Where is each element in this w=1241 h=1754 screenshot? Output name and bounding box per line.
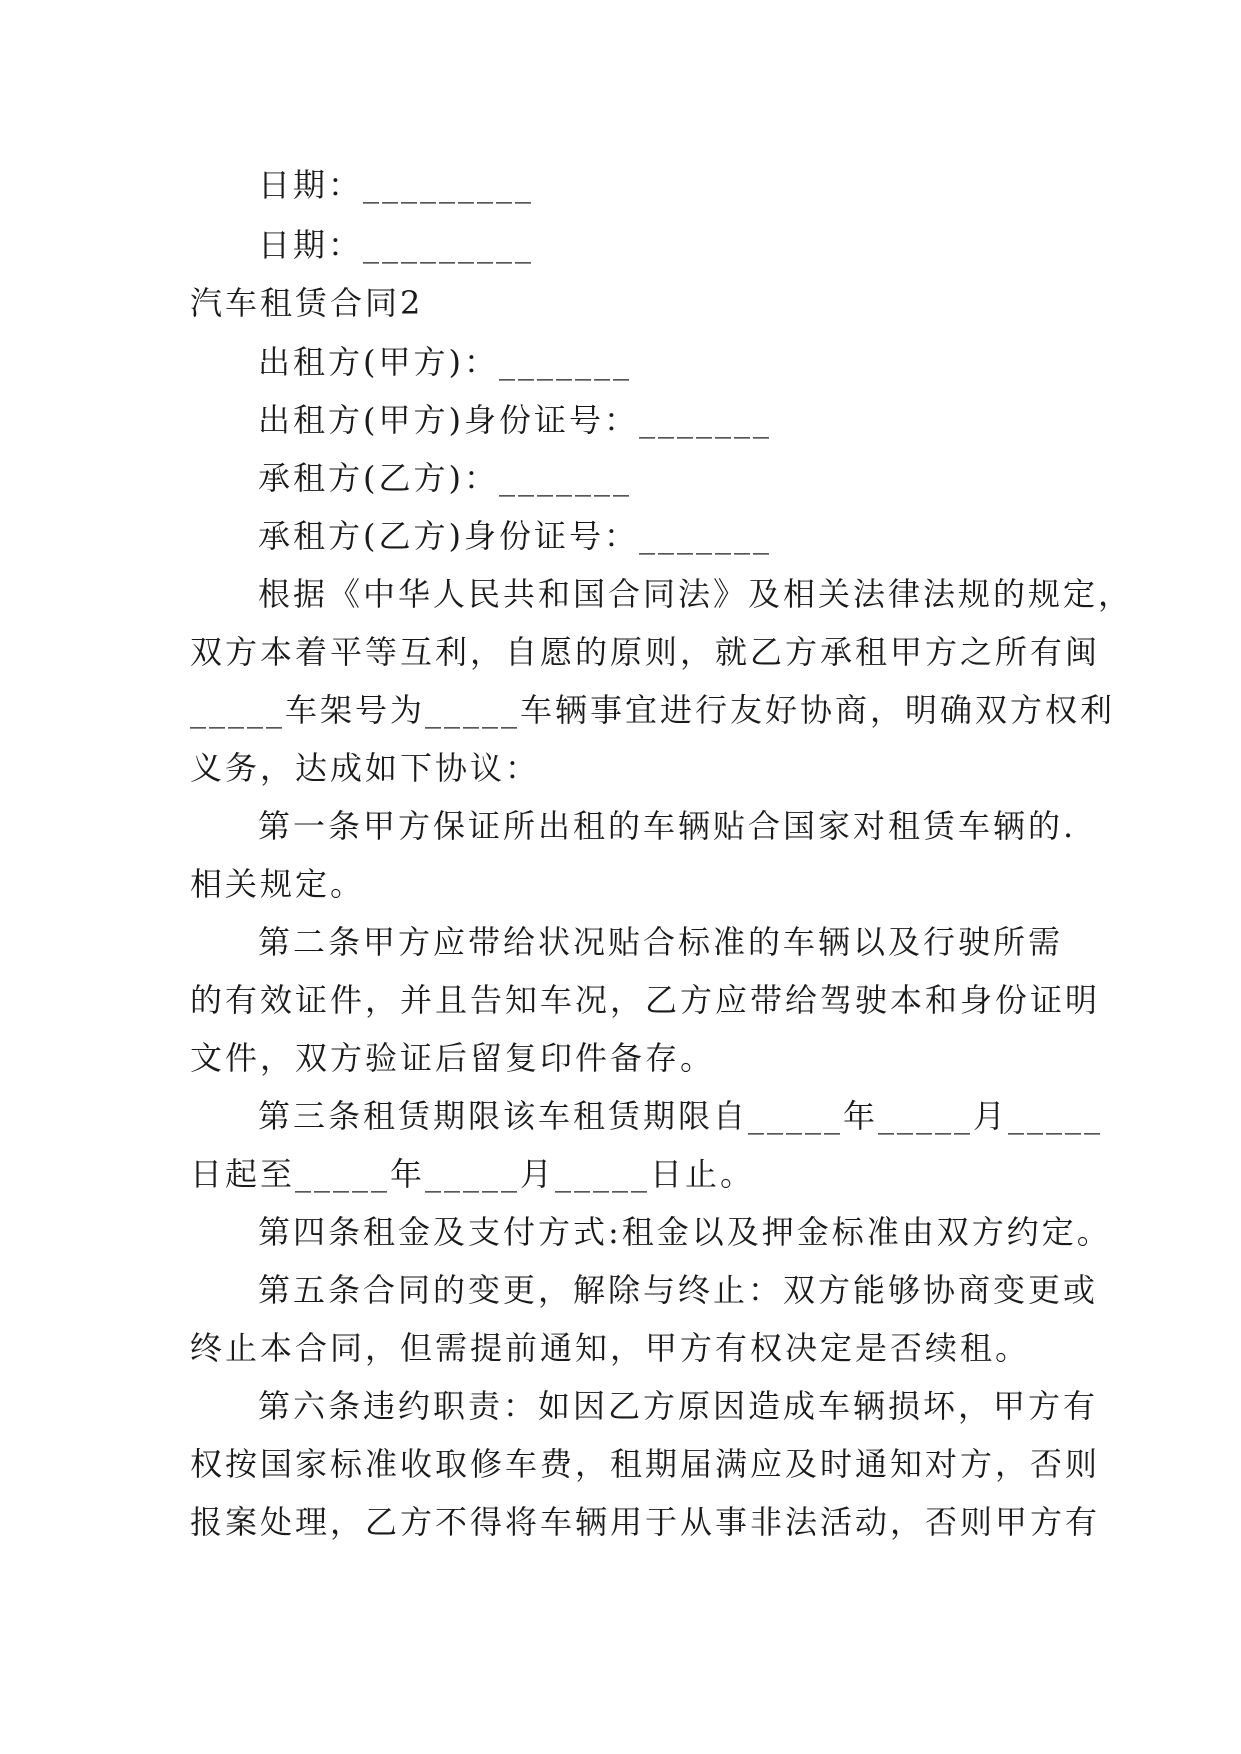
contract-title: 汽车租赁合同2 bbox=[190, 284, 424, 322]
article-3-line-2: 日起至_____年_____月_____日止。 bbox=[190, 1155, 756, 1193]
article-5-line-1: 第五条合同的变更，解除与终止：双方能够协商变更或 bbox=[258, 1271, 1099, 1309]
article-4-line-1: 第四条租金及支付方式:租金以及押金标准由双方约定。 bbox=[258, 1213, 1112, 1251]
preamble-line-2: 双方本着平等互利，自愿的原则，就乙方承租甲方之所有闽 bbox=[190, 633, 1101, 671]
article-1-line-1: 第一条甲方保证所出租的车辆贴合国家对租赁车辆的. bbox=[258, 807, 1077, 845]
lessor-id-line: 出租方(甲方)身份证号：_______ bbox=[258, 401, 772, 439]
date-line-1: 日期：_________ bbox=[258, 166, 535, 204]
article-2-line-1: 第二条甲方应带给状况贴合标准的车辆以及行驶所需 bbox=[258, 923, 1064, 961]
article-6-line-1: 第六条违约职责：如因乙方原因造成车辆损坏，甲方有 bbox=[258, 1387, 1099, 1425]
article-5-line-2: 终止本合同，但需提前通知，甲方有权决定是否续租。 bbox=[190, 1329, 1031, 1367]
article-6-line-3: 报案处理，乙方不得将车辆用于从事非法活动，否则甲方有 bbox=[190, 1503, 1101, 1541]
article-2-line-2: 的有效证件，并且告知车况，乙方应带给驾驶本和身份证明 bbox=[190, 981, 1101, 1019]
date-line-2: 日期：_________ bbox=[258, 226, 535, 264]
article-3-line-1: 第三条租赁期限该车租赁期限自_____年_____月_____ bbox=[258, 1097, 1104, 1135]
lessee-line: 承租方(乙方)：_______ bbox=[258, 459, 632, 497]
lessor-line: 出租方(甲方)：_______ bbox=[258, 343, 632, 381]
article-2-line-3: 文件，双方验证后留复印件备存。 bbox=[190, 1039, 716, 1077]
preamble-line-4: 义务，达成如下协议： bbox=[190, 749, 541, 787]
article-1-line-2: 相关规定。 bbox=[190, 865, 366, 903]
preamble-line-1: 根据《中华人民共和国合同法》及相关法律法规的规定， bbox=[258, 575, 1134, 613]
preamble-line-3: _____车架号为_____车辆事宜进行友好协商，明确双方权利 bbox=[190, 691, 1116, 729]
lessee-id-line: 承租方(乙方)身份证号：_______ bbox=[258, 517, 772, 555]
article-6-line-2: 权按国家标准收取修车费，租期届满应及时通知对方，否则 bbox=[190, 1445, 1101, 1483]
